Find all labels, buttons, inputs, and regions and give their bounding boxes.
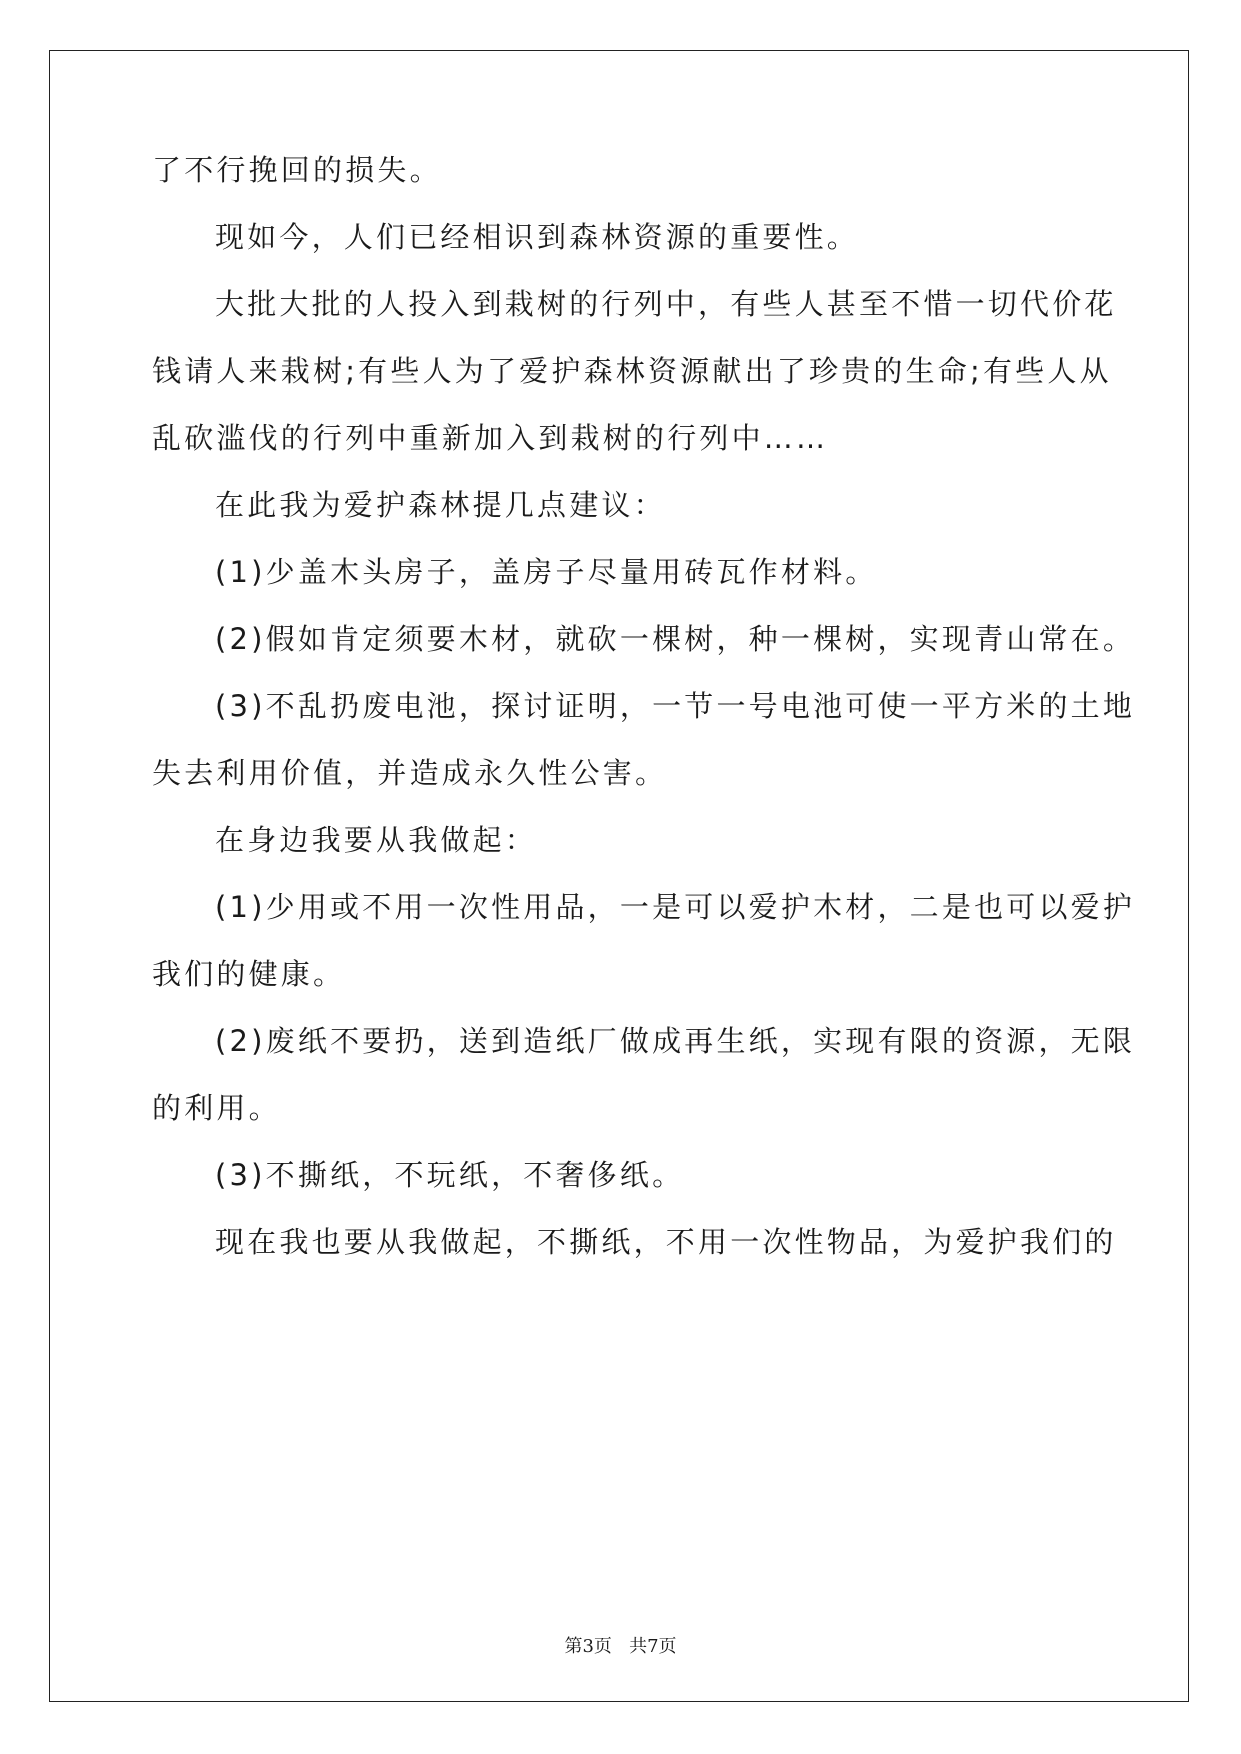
text-line: 钱请人来栽树;有些人为了爱护森林资源献出了珍贵的生命;有些人从 bbox=[152, 354, 1112, 388]
page-footer bbox=[0, 1632, 1241, 1658]
text-line: 现在我也要从我做起，不撕纸，不用一次性物品，为爱护我们的 bbox=[215, 1225, 1117, 1259]
text-line: (3)不撕纸，不玩纸，不奢侈纸。 bbox=[215, 1158, 685, 1192]
text-line: 失去利用价值，并造成永久性公害。 bbox=[152, 756, 668, 790]
text-line: (3)不乱扔废电池，探讨证明，一节一号电池可使一平方米的土地 bbox=[215, 689, 1136, 723]
text-line: 的利用。 bbox=[152, 1091, 281, 1125]
text-line: 在此我为爱护森林提几点建议： bbox=[215, 488, 666, 522]
text-line: 乱砍滥伐的行列中重新加入到栽树的行列中…… bbox=[152, 421, 829, 455]
page-number-label: 第3页 共7页 bbox=[564, 1636, 677, 1657]
text-line: 在身边我要从我做起： bbox=[215, 823, 538, 857]
text-line: 了不行挽回的损失。 bbox=[152, 153, 442, 187]
text-line: 大批大批的人投入到栽树的行列中，有些人甚至不惜一切代价花 bbox=[215, 287, 1117, 321]
text-line: 我们的健康。 bbox=[152, 957, 346, 991]
text-line: (2)假如肯定须要木材，就砍一棵树，种一棵树，实现青山常在。 bbox=[215, 622, 1136, 656]
text-line: (1)少盖木头房子，盖房子尽量用砖瓦作材料。 bbox=[215, 555, 878, 589]
text-line: (1)少用或不用一次性用品，一是可以爱护木材，二是也可以爱护 bbox=[215, 890, 1136, 924]
text-line: (2)废纸不要扔，送到造纸厂做成再生纸，实现有限的资源，无限 bbox=[215, 1024, 1136, 1058]
text-line: 现如今，人们已经相识到森林资源的重要性。 bbox=[215, 220, 860, 254]
